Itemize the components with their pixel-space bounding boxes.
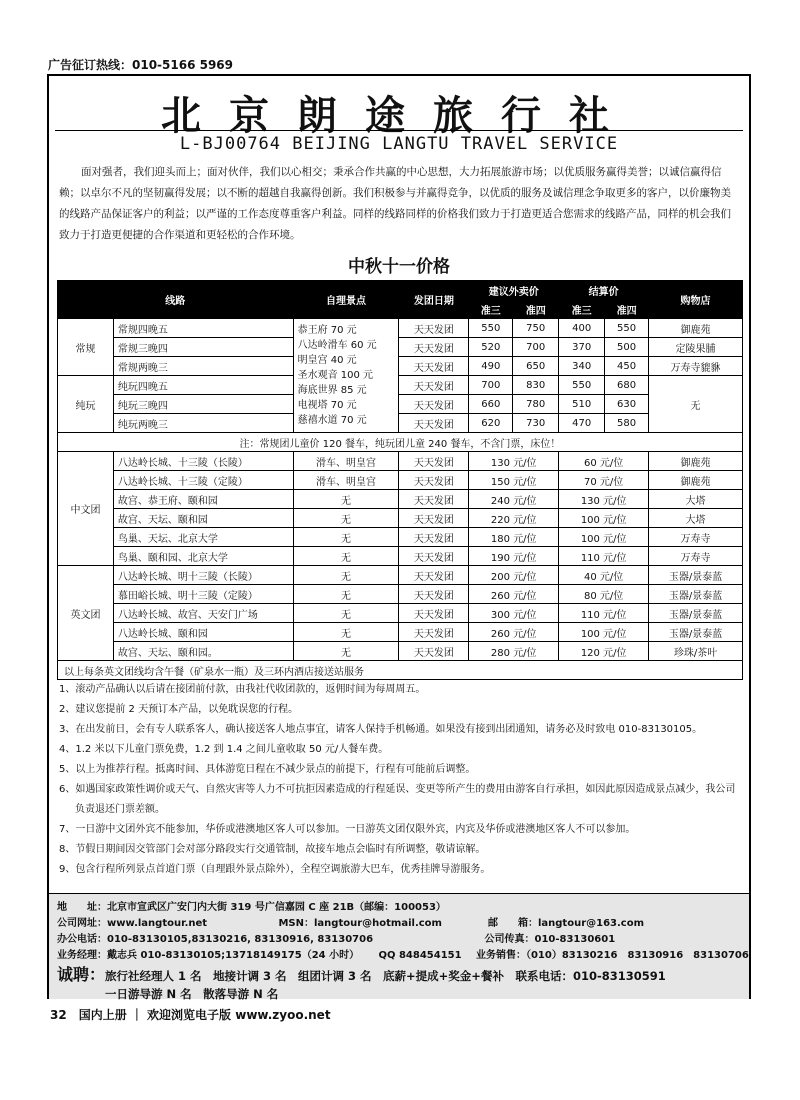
date-cell: 天天发团 (399, 642, 469, 661)
price-cell: 470 (559, 414, 605, 433)
route-cell: 常规四晚五 (113, 319, 293, 338)
price-cell: 70 元/位 (559, 471, 649, 490)
scenic-item: 电视塔 70 元 (297, 400, 357, 411)
note-row (58, 433, 743, 452)
scenic-cell: 无 (293, 604, 399, 623)
route-cell: 常规两晚三 (113, 357, 293, 376)
group-label: 常规 (58, 319, 114, 376)
scenic-cell: 无 (293, 623, 399, 642)
msn-contact[interactable]: MSN：langtour@hotmail.com (278, 918, 442, 929)
scenic-item: 海底世界 85 元 (297, 385, 367, 396)
list-item: 6、如遇国家政策性调价或天气、自然灾害等人力不可抗拒因素造成的行程延误、变更等所产生的费用由游客自行承担，如因此原因造成景点减少，我公司负责退还门票差额。 (59, 784, 736, 815)
table-row (58, 642, 743, 661)
price-cell: 240 元/位 (469, 490, 559, 509)
recruit-label: 诚聘： (57, 965, 106, 984)
route-cell: 八达岭长城、颐和园 (113, 623, 293, 642)
list-item: 4、1.2 米以下儿童门票免费，1.2 到 1.4 之间儿童收取 50 元/人餐车费。 (59, 744, 389, 755)
website-link[interactable]: 公司网址：www.langtour.net (57, 918, 208, 929)
scenic-cell: 滑车、明皇宫 (293, 471, 399, 490)
price-cell: 450 (605, 357, 649, 376)
header-scenic: 自理景点 (293, 281, 399, 319)
contact-block (49, 893, 749, 999)
email-link[interactable]: 邮 箱：langtour@163.com (487, 918, 645, 929)
price-title: 中秋十一价格 (348, 257, 450, 277)
scenic-cell: 无 (293, 642, 399, 661)
date-cell: 天天发团 (399, 623, 469, 642)
scenic-item: 明皇宫 40 元 (297, 355, 357, 366)
route-cell: 八达岭长城、十三陵（定陵） (113, 471, 293, 490)
list-item: 3、在出发前日，会有专人联系客人，确认接送客人地点事宜，请客人保持手机畅通。如果没有接到出团通知，请务必及时致电 010-83130105。 (59, 724, 703, 735)
date-cell: 天天发团 (399, 338, 469, 357)
date-cell: 天天发团 (399, 395, 469, 414)
shop-cell: 玉器/景泰蓝 (649, 604, 743, 623)
scenic-cell: 无 (293, 585, 399, 604)
price-cell: 80 元/位 (559, 585, 649, 604)
recruit-line (57, 962, 666, 985)
header-settle: 结算价 (559, 281, 649, 300)
price-cell: 110 元/位 (559, 547, 649, 566)
sales-contact: 业务销售：（010）83130216 83130916 83130706 (475, 950, 749, 961)
route-cell: 慕田峪长城、明十三陵（定陵） (113, 585, 293, 604)
date-cell: 天天发团 (399, 490, 469, 509)
recruit-positions: 旅行社经理人 1 名 地接计调 3 名 组团计调 3 名 底薪+提成+奖金+餐补 联系电话：010-83130591 (105, 969, 666, 983)
english-group-note: 以上每条英文团线均含午餐（矿泉水一瓶）及三环内酒店接送站服务 (58, 661, 743, 680)
table-row (58, 509, 743, 528)
route-cell: 纯玩四晚五 (113, 376, 293, 395)
group-label: 中文团 (58, 452, 114, 566)
date-cell: 天天发团 (399, 319, 469, 338)
price-cell: 730 (513, 414, 559, 433)
table-row (58, 338, 743, 357)
route-cell: 故宫、恭王府、颐和园 (113, 490, 293, 509)
table-row (58, 490, 743, 509)
price-cell: 130 元/位 (469, 452, 559, 471)
price-cell: 150 元/位 (469, 471, 559, 490)
date-cell: 天天发团 (399, 509, 469, 528)
price-cell: 200 元/位 (469, 566, 559, 585)
shop-cell: 大塔 (649, 490, 743, 509)
scenic-item: 慈禧水道 70 元 (297, 415, 367, 426)
qq-contact: QQ 848454151 (378, 950, 462, 961)
scenic-cell: 无 (293, 490, 399, 509)
scenic-cell: 无 (293, 566, 399, 585)
price-cell: 700 (513, 338, 559, 357)
scenic-cell: 滑车、明皇宫 (293, 452, 399, 471)
price-cell: 190 元/位 (469, 547, 559, 566)
date-cell: 天天发团 (399, 547, 469, 566)
shop-cell: 玉器/景泰蓝 (649, 585, 743, 604)
scenic-cell: 无 (293, 528, 399, 547)
route-cell: 纯玩三晚四 (113, 395, 293, 414)
price-cell: 550 (605, 319, 649, 338)
scenic-item: 恭王府 70 元 (297, 325, 357, 336)
manager-contact: 业务经理：戴志兵 010-83130105;13718149175（24 小时） (57, 950, 360, 961)
price-cell: 180 元/位 (469, 528, 559, 547)
table-row (58, 414, 743, 433)
price-cell: 40 元/位 (559, 566, 649, 585)
scenic-cell: 无 (293, 547, 399, 566)
route-cell: 常规三晚四 (113, 338, 293, 357)
table-row (58, 566, 743, 585)
price-cell: 550 (559, 376, 605, 395)
page-footer: 32 国内上册 ｜ 欢迎浏览电子版 www.zyoo.net (50, 1008, 331, 1022)
table-row (58, 604, 743, 623)
header-route: 线路 (58, 281, 294, 319)
route-cell: 故宫、天坛、颐和园。 (113, 642, 293, 661)
route-cell: 八达岭长城、明十三陵（长陵） (113, 566, 293, 585)
note-row (58, 661, 743, 680)
header-shop: 购物店 (649, 281, 743, 319)
date-cell: 天天发团 (399, 376, 469, 395)
price-cell: 340 (559, 357, 605, 376)
price-cell: 550 (469, 319, 513, 338)
price-cell: 660 (469, 395, 513, 414)
date-cell: 天天发团 (399, 452, 469, 471)
address: 地 址：北京市宣武区广安门内大街 319 号广信嘉园 C 座 21B（邮编：100053） (57, 902, 446, 913)
date-cell: 天天发团 (399, 604, 469, 623)
price-cell: 680 (605, 376, 649, 395)
shop-cell: 御鹿苑 (649, 471, 743, 490)
route-cell: 八达岭长城、十三陵（长陵） (113, 452, 293, 471)
price-cell: 100 元/位 (559, 623, 649, 642)
list-item: 1、滚动产品确认以后请在接团前付款，由我社代收团款的，返佣时间为每周周五。 (59, 684, 426, 695)
table-row (58, 623, 743, 642)
shop-cell: 御鹿苑 (649, 319, 743, 338)
price-cell: 220 元/位 (469, 509, 559, 528)
shop-cell: 玉器/景泰蓝 (649, 566, 743, 585)
price-cell: 100 元/位 (559, 509, 649, 528)
ad-hotline: 广告征订热线：010-5166 5969 (48, 58, 234, 72)
price-table (57, 280, 743, 680)
table-row (58, 319, 743, 338)
price-cell: 830 (513, 376, 559, 395)
shop-cell: 大塔 (649, 509, 743, 528)
shop-cell: 玉器/景泰蓝 (649, 623, 743, 642)
child-price-note: 注：常规团儿童价 120 餐车，纯玩团儿童 240 餐车，不含门票，床位！ (58, 433, 743, 452)
list-item: 2、建议您提前 2 天预订本产品，以免耽误您的行程。 (59, 704, 299, 715)
price-cell: 650 (513, 357, 559, 376)
recruit-guides: 一日游导游 N 名 散落导游 N 名 (105, 987, 279, 1001)
price-cell: 280 元/位 (469, 642, 559, 661)
price-cell: 130 元/位 (559, 490, 649, 509)
price-cell: 490 (469, 357, 513, 376)
header-s4: 准四 (513, 300, 559, 319)
scenic-item: 八达岭滑车 60 元 (297, 340, 377, 351)
table-row (58, 452, 743, 471)
date-cell: 天天发团 (399, 471, 469, 490)
price-cell: 110 元/位 (559, 604, 649, 623)
date-cell: 天天发团 (399, 566, 469, 585)
agency-subtitle: L-BJ00764 BEIJING LANGTU TRAVEL SERVICE (179, 134, 619, 154)
shop-cell: 万寿寺貔貅 (649, 357, 743, 376)
table-row (58, 471, 743, 490)
ad-frame (47, 74, 751, 999)
table-row (58, 376, 743, 395)
price-cell: 60 元/位 (559, 452, 649, 471)
table-row (58, 547, 743, 566)
route-cell: 鸟巢、天坛、北京大学 (113, 528, 293, 547)
header-t3: 准三 (559, 300, 605, 319)
shop-cell: 万寿寺 (649, 547, 743, 566)
price-cell: 120 元/位 (559, 642, 649, 661)
price-cell: 630 (605, 395, 649, 414)
header-s3: 准三 (469, 300, 513, 319)
date-cell: 天天发团 (399, 357, 469, 376)
price-cell: 620 (469, 414, 513, 433)
intro-paragraph: 面对强者，我们迎头而上；面对伙伴，我们以心相交；秉承合作共赢的中心思想，大力拓展旅游市场；以优质服务赢得美誉；以诚信赢得信赖；以卓尔不凡的坚韧赢得发展；以不断的超越自我赢得创新。我们积极参与并赢得竞争，以优质的服务及诚信理念争取更多的客户，以价廉物美的线路产品保证客户的利益；以严谨的工作态度尊重客户利益。同样的线路同样的价格我们致力于打造更适合您需求的线路产品，同样的机会我们致力于打造更便捷的合作渠道和更轻松的合作环境。 (59, 166, 731, 241)
price-cell: 260 元/位 (469, 623, 559, 642)
list-item: 7、一日游中文团外宾不能参加，华侨或港澳地区客人可以参加。一日游英文团仅限外宾，内宾及华侨或港澳地区客人不可以参加。 (59, 824, 636, 835)
list-item: 9、包含行程所列景点首道门票（自理跟外景点除外），全程空调旅游大巴车，优秀挂牌导游服务。 (59, 864, 491, 875)
date-cell: 天天发团 (399, 585, 469, 604)
price-cell: 750 (513, 319, 559, 338)
table-row (58, 528, 743, 547)
scenic-cell: 无 (293, 509, 399, 528)
price-cell: 700 (469, 376, 513, 395)
date-cell: 天天发团 (399, 414, 469, 433)
table-row (58, 357, 743, 376)
list-item: 8、节假日期间因交管部门会对部分路段实行交通管制，故接车地点会临时有所调整，敬请谅解。 (59, 844, 486, 855)
price-cell: 510 (559, 395, 605, 414)
shop-cell: 无 (649, 376, 743, 433)
route-cell: 鸟巢、颐和园、北京大学 (113, 547, 293, 566)
price-cell: 780 (513, 395, 559, 414)
price-cell: 370 (559, 338, 605, 357)
price-cell: 500 (605, 338, 649, 357)
price-cell: 260 元/位 (469, 585, 559, 604)
price-cell: 520 (469, 338, 513, 357)
date-cell: 天天发团 (399, 528, 469, 547)
shop-cell: 御鹿苑 (649, 452, 743, 471)
route-cell: 八达岭长城、故宫、天安门广场 (113, 604, 293, 623)
list-item: 5、以上为推荐行程。抵离时间、具体游览日程在不减少景点的前提下，行程有可能前后调整。 (59, 764, 476, 775)
price-cell: 100 元/位 (559, 528, 649, 547)
price-cell: 300 元/位 (469, 604, 559, 623)
terms-list (59, 680, 739, 880)
shop-cell: 珍珠/茶叶 (649, 642, 743, 661)
group-label: 纯玩 (58, 376, 114, 433)
price-cell: 400 (559, 319, 605, 338)
fax: 公司传真：010-83130601 (484, 934, 616, 945)
header-t4: 准四 (605, 300, 649, 319)
office-phone: 办公电话：010-83130105,83130216, 83130916, 83130706 (57, 934, 374, 945)
divider (55, 130, 743, 131)
agency-name: 北京朗途旅行社 (161, 92, 637, 139)
header-date: 发团日期 (399, 281, 469, 319)
table-row (58, 585, 743, 604)
route-cell: 纯玩两晚三 (113, 414, 293, 433)
shop-cell: 定陵果脯 (649, 338, 743, 357)
scenic-list (293, 319, 399, 433)
group-label: 英文团 (58, 566, 114, 661)
header-suggest: 建议外卖价 (469, 281, 559, 300)
route-cell: 故宫、天坛、颐和园 (113, 509, 293, 528)
shop-cell: 万寿寺 (649, 528, 743, 547)
scenic-item: 圣水观音 100 元 (297, 370, 374, 381)
price-cell: 580 (605, 414, 649, 433)
table-row (58, 395, 743, 414)
